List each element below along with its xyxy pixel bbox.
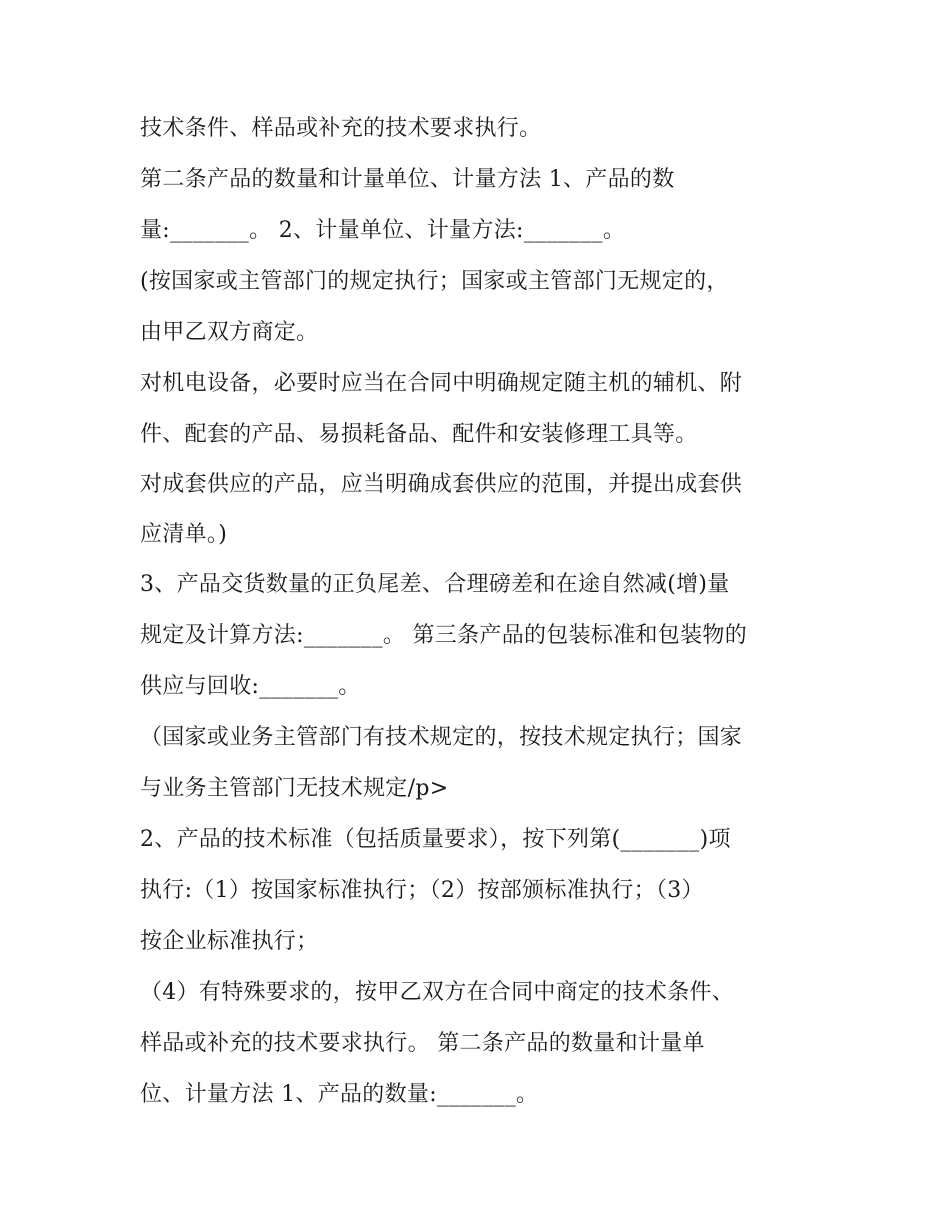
text-line-20: 位、计量方法 1、产品的数量:_______。 (140, 1082, 539, 1107)
text-line-12: 供应与回收:_______。 (140, 674, 361, 699)
text-line-15: 2、产品的技术标准（包括质量要求），按下列第(_______)项 (140, 827, 731, 852)
text-line-18: （4）有特殊要求的，按甲乙双方在合同中商定的技术条件、 (140, 980, 735, 1005)
text-line-6: 对机电设备，必要时应当在合同中明确规定随主机的辅机、附 (140, 371, 743, 396)
text-line-5: 由甲乙双方商定。 (140, 320, 319, 345)
text-line-13: （国家或业务主管部门有技术规定的，按技术规定执行；国家 (140, 725, 743, 750)
text-line-17: 按企业标准执行； (140, 929, 319, 954)
text-line-8: 对成套供应的产品，应当明确成套供应的范围，并提出成套供 (140, 472, 743, 497)
text-line-1: 技术条件、样品或补充的技术要求执行。 (140, 116, 542, 141)
text-line-9: 应清单。) (140, 522, 228, 547)
text-line-10: 3、产品交货数量的正负尾差、合理磅差和在途自然减(增)量 (140, 572, 730, 597)
text-line-7: 件、配套的产品、易损耗备品、配件和安装修理工具等。 (140, 422, 698, 447)
text-line-11: 规定及计算方法:_______。 第三条产品的包装标准和包装物的 (140, 623, 748, 648)
text-line-19: 样品或补充的技术要求执行。 第二条产品的数量和计量单 (140, 1031, 705, 1056)
text-line-16: 执行:（1）按国家标准执行；（2）按部颁标准执行；（3） (140, 878, 704, 903)
text-line-3: 量:_______。 2、计量单位、计量方法:_______。 (140, 218, 626, 243)
text-line-4: (按国家或主管部门的规定执行；国家或主管部门无规定的， (140, 269, 729, 294)
text-line-2: 第二条产品的数量和计量单位、计量方法 1、产品的数 (140, 167, 675, 192)
text-line-14: 与业务主管部门无技术规定/p> (140, 776, 449, 801)
